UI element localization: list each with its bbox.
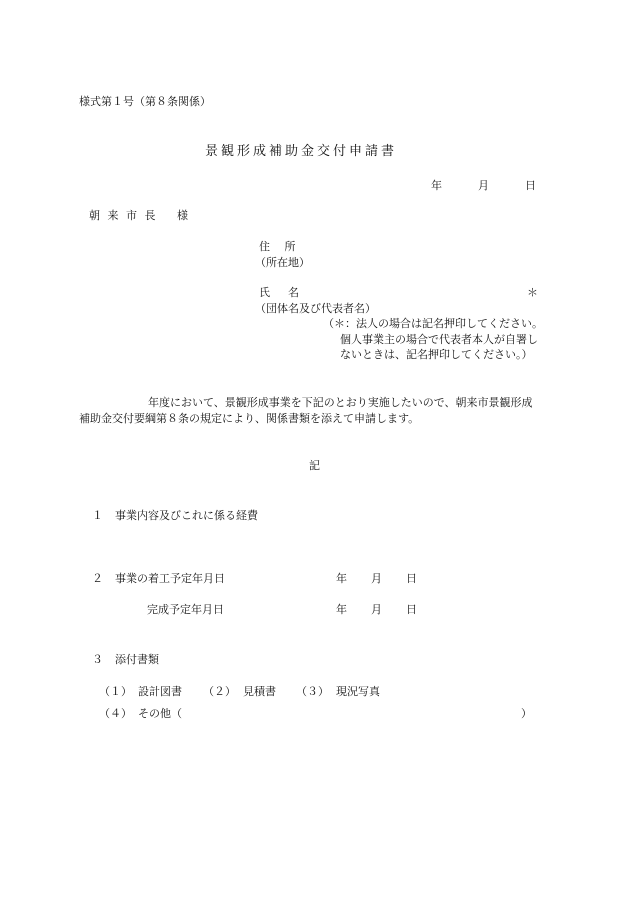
item2-start-day: 日	[406, 572, 417, 585]
item1-label: 事業内容及びこれに係る経費	[115, 509, 258, 522]
addressee-name: 朝 来 市 長	[89, 209, 158, 222]
applicant-address-sub: （所在地）	[255, 256, 310, 269]
item2-start-year: 年	[336, 572, 347, 585]
item2-end-day: 日	[406, 603, 417, 616]
applicant-name-label: 氏 名	[259, 286, 299, 299]
applicant-name-sub: （団体名及び代表者名）	[255, 302, 376, 315]
item2-end-month: 月	[371, 603, 382, 616]
item2-start-month: 月	[371, 572, 382, 585]
attachment-3-label: 現況写真	[336, 685, 380, 698]
item1-number: １	[92, 509, 103, 522]
applicant-seal-asterisk: ＊	[527, 286, 538, 299]
attachment-4-close: ）	[521, 707, 532, 720]
applicant-note-line1: （＊：法人の場合は記名押印してください。	[323, 317, 543, 330]
attachment-2-label: 見積書	[243, 685, 276, 698]
date-month: 月	[478, 179, 489, 192]
attachment-2-number: （２）	[203, 685, 236, 698]
document-title: 景観形成補助金交付申請書	[205, 144, 398, 159]
item2-end-year: 年	[336, 603, 347, 616]
item2-number: ２	[92, 572, 103, 585]
attachment-1-number: （１）	[99, 685, 132, 698]
form-number: 様式第１号（第８条関係）	[79, 95, 211, 108]
date-year: 年	[431, 179, 442, 192]
item3-label: 添付書類	[115, 653, 159, 666]
date-day: 日	[525, 179, 536, 192]
body-text-line2: 補助金交付要綱第８条の規定により、関係書類を添えて申請します。	[79, 412, 420, 425]
attachment-4-number: （４）	[99, 707, 132, 720]
attachment-4-label: その他（	[138, 707, 182, 720]
item2-end-label: 完成予定年月日	[147, 603, 224, 616]
body-text-line1: 年度において、景観形成事業を下記のとおり実施したいので、朝来市景観形成	[148, 396, 533, 409]
attachment-1-label: 設計図書	[138, 685, 182, 698]
attachment-3-number: （３）	[296, 685, 329, 698]
item2-start-label: 事業の着工予定年月日	[115, 572, 225, 585]
addressee-honorific: 様	[177, 209, 188, 222]
applicant-note-line2: 個人事業主の場合で代表者本人が自署し	[340, 333, 538, 346]
item3-number: ３	[92, 653, 103, 666]
applicant-address-label: 住 所	[259, 240, 296, 253]
applicant-note-line3: ないときは、記名押印してください。）	[340, 348, 533, 361]
ki-heading: 記	[309, 459, 320, 472]
